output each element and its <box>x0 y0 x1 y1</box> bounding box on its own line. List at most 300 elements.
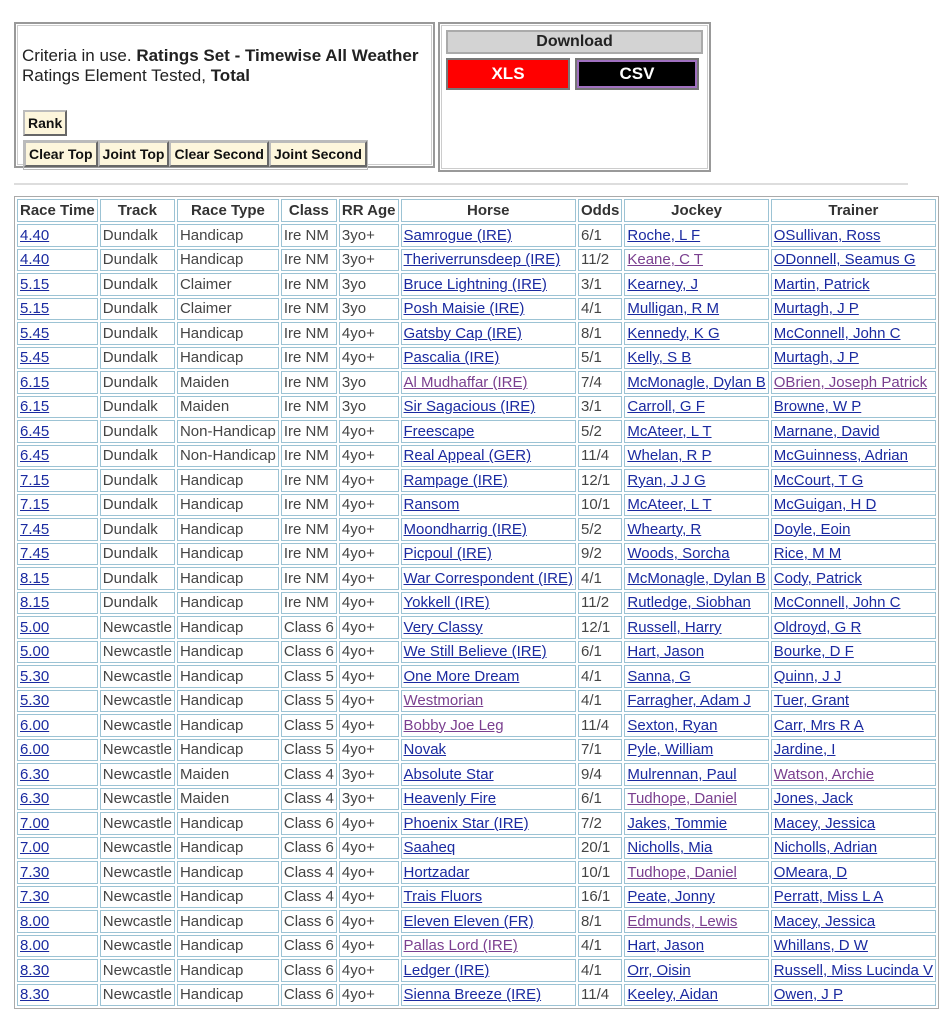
cell-race-time <box>17 714 98 737</box>
race-time-link[interactable]: 6.45 <box>20 447 50 465</box>
cell-race-time <box>17 935 98 958</box>
horse-link[interactable]: Sienna Breeze (IRE) <box>403 986 542 1004</box>
jockey-link[interactable]: Jakes, Tommie <box>627 814 728 832</box>
jockey-link[interactable]: Whelan, R P <box>627 447 712 465</box>
cell-trainer <box>771 812 936 835</box>
race-time-link[interactable]: 8.00 <box>20 937 50 955</box>
cell-race-type: Handicap <box>177 347 279 370</box>
trainer-link[interactable]: Jones, Jack <box>773 790 853 808</box>
cell-track: Dundalk <box>100 567 175 590</box>
horse-link[interactable]: One More Dream <box>403 667 520 685</box>
jockey-link[interactable]: McMonagle, Dylan B <box>627 373 766 391</box>
cell-race-type: Handicap <box>177 518 279 541</box>
cell-class: Class 6 <box>281 910 337 933</box>
trainer-link[interactable]: Murtagh, J P <box>773 349 859 367</box>
cell-jockey <box>624 592 768 615</box>
cell-track: Newcastle <box>100 984 175 1007</box>
jockey-link[interactable]: Woods, Sorcha <box>627 545 730 563</box>
table-row <box>17 396 936 419</box>
cell-class: Class 5 <box>281 690 337 713</box>
cell-horse <box>401 249 577 272</box>
race-time-link[interactable]: 5.30 <box>20 692 50 710</box>
cell-race-type: Handicap <box>177 690 279 713</box>
trainer-link[interactable]: Macey, Jessica <box>773 814 876 832</box>
table-row <box>17 861 936 884</box>
cell-race-time <box>17 788 98 811</box>
race-time-link[interactable]: 5.15 <box>20 300 50 318</box>
cell-class: Ire NM <box>281 347 337 370</box>
cell-rr-age: 4yo+ <box>339 714 399 737</box>
jockey-link[interactable]: Sexton, Ryan <box>627 716 718 734</box>
cell-race-type: Handicap <box>177 567 279 590</box>
race-time-link[interactable]: 4.40 <box>20 226 50 244</box>
divider <box>14 183 908 185</box>
jockey-link[interactable]: Tudhope, Daniel <box>627 790 737 808</box>
cell-jockey <box>624 886 768 909</box>
table-body <box>17 224 936 1006</box>
horse-link[interactable]: War Correspondent (IRE) <box>403 569 574 587</box>
trainer-link[interactable]: McGuigan, H D <box>773 496 877 514</box>
horse-link[interactable]: Real Appeal (GER) <box>403 447 532 465</box>
cell-horse <box>401 224 577 247</box>
jockey-link[interactable]: McAteer, L T <box>627 496 712 514</box>
cell-jockey <box>624 469 768 492</box>
cell-race-time <box>17 249 98 272</box>
cell-race-time <box>17 592 98 615</box>
trainer-link[interactable]: Russell, Miss Lucinda V <box>773 961 933 979</box>
cell-race-type: Handicap <box>177 592 279 615</box>
cell-horse <box>401 935 577 958</box>
cell-race-type: Handicap <box>177 959 279 982</box>
table-row <box>17 984 936 1007</box>
cell-trainer <box>771 763 936 786</box>
jockey-link[interactable]: Carroll, G F <box>627 398 705 416</box>
trainer-link[interactable]: Cody, Patrick <box>773 569 862 587</box>
race-time-link[interactable]: 6.30 <box>20 765 50 783</box>
trainer-link[interactable]: Jardine, I <box>773 741 836 759</box>
jockey-link[interactable]: Peate, Jonny <box>627 888 715 906</box>
cell-race-time <box>17 861 98 884</box>
horse-link[interactable]: Moondharrig (IRE) <box>403 520 527 538</box>
column-header-class: Class <box>281 199 337 222</box>
trainer-link[interactable]: Oldroyd, G R <box>773 618 862 636</box>
cell-jockey <box>624 543 768 566</box>
table-row <box>17 494 936 517</box>
race-time-link[interactable]: 6.45 <box>20 422 50 440</box>
horse-link[interactable]: Absolute Star <box>403 765 494 783</box>
cell-jockey <box>624 837 768 860</box>
cell-track: Dundalk <box>100 445 175 468</box>
cell-rr-age: 4yo+ <box>339 910 399 933</box>
cell-trainer <box>771 298 936 321</box>
cell-trainer <box>771 837 936 860</box>
trainer-link[interactable]: Owen, J P <box>773 986 843 1004</box>
race-time-link[interactable]: 7.00 <box>20 839 50 857</box>
cell-race-time <box>17 518 98 541</box>
table-row <box>17 910 936 933</box>
cell-rr-age: 4yo+ <box>339 567 399 590</box>
cell-trainer <box>771 518 936 541</box>
column-header-race-type: Race Type <box>177 199 279 222</box>
trainer-link[interactable]: ODonnell, Seamus G <box>773 251 916 269</box>
cell-race-time <box>17 910 98 933</box>
cell-track: Dundalk <box>100 543 175 566</box>
jockey-link[interactable]: Roche, L F <box>627 226 701 244</box>
cell-trainer <box>771 543 936 566</box>
jockey-link[interactable]: Kelly, S B <box>627 349 692 367</box>
cell-race-time <box>17 322 98 345</box>
cell-odds: 10/1 <box>578 861 622 884</box>
cell-track: Newcastle <box>100 763 175 786</box>
cell-trainer <box>771 690 936 713</box>
cell-race-type: Handicap <box>177 641 279 664</box>
race-time-link[interactable]: 7.30 <box>20 888 50 906</box>
cell-horse <box>401 518 577 541</box>
race-time-link[interactable]: 7.45 <box>20 545 50 563</box>
cell-horse <box>401 984 577 1007</box>
cell-race-type: Handicap <box>177 910 279 933</box>
cell-rr-age: 4yo+ <box>339 616 399 639</box>
cell-track: Newcastle <box>100 886 175 909</box>
jockey-link[interactable]: Keeley, Aidan <box>627 986 718 1004</box>
cell-odds: 9/2 <box>578 543 622 566</box>
cell-horse <box>401 861 577 884</box>
jockey-link[interactable]: Russell, Harry <box>627 618 722 636</box>
cell-jockey <box>624 567 768 590</box>
race-time-link[interactable]: 5.45 <box>20 324 50 342</box>
horse-link[interactable]: Westmorian <box>403 692 484 710</box>
cell-class: Ire NM <box>281 273 337 296</box>
race-time-link[interactable]: 5.00 <box>20 618 50 636</box>
cell-odds: 3/1 <box>578 396 622 419</box>
trainer-link[interactable]: Bourke, D F <box>773 643 854 661</box>
cell-trainer <box>771 788 936 811</box>
race-time-link[interactable]: 8.00 <box>20 912 50 930</box>
jockey-link[interactable]: Nicholls, Mia <box>627 839 713 857</box>
cell-odds: 7/2 <box>578 812 622 835</box>
column-header-track: Track <box>100 199 175 222</box>
cell-trainer <box>771 273 936 296</box>
horse-link[interactable]: Theriverrunsdeep (IRE) <box>403 251 561 269</box>
table-row <box>17 249 936 272</box>
cell-jockey <box>624 788 768 811</box>
cell-track: Newcastle <box>100 641 175 664</box>
table-row <box>17 298 936 321</box>
criteria-panel <box>14 22 435 168</box>
table-row <box>17 469 936 492</box>
cell-class: Ire NM <box>281 396 337 419</box>
jockey-link[interactable]: McMonagle, Dylan B <box>627 569 766 587</box>
cell-race-time <box>17 494 98 517</box>
race-time-link[interactable]: 6.15 <box>20 373 50 391</box>
cell-race-time <box>17 690 98 713</box>
horse-link[interactable]: Bobby Joe Leg <box>403 716 504 734</box>
horse-link[interactable]: Al Mudhaffar (IRE) <box>403 373 528 391</box>
cell-jockey <box>624 763 768 786</box>
cell-class: Class 6 <box>281 641 337 664</box>
cell-horse <box>401 959 577 982</box>
trainer-link[interactable]: Martin, Patrick <box>773 275 870 293</box>
column-header-race-time: Race Time <box>17 199 98 222</box>
jockey-link[interactable]: Hart, Jason <box>627 643 705 661</box>
cell-jockey <box>624 714 768 737</box>
jockey-link[interactable]: Rutledge, Siobhan <box>627 594 751 612</box>
ratings-element: Total <box>210 66 251 85</box>
cell-horse <box>401 812 577 835</box>
horse-link[interactable]: Eleven Eleven (FR) <box>403 912 534 930</box>
cell-trainer <box>771 396 936 419</box>
trainer-link[interactable]: Murtagh, J P <box>773 300 859 318</box>
cell-track: Dundalk <box>100 420 175 443</box>
horse-link[interactable]: Picpoul (IRE) <box>403 545 492 563</box>
race-time-link[interactable]: 7.30 <box>20 863 50 881</box>
cell-rr-age: 4yo+ <box>339 420 399 443</box>
horse-link[interactable]: Samrogue (IRE) <box>403 226 512 244</box>
jockey-link[interactable]: Kennedy, K G <box>627 324 720 342</box>
xls-download-button[interactable]: XLS <box>446 58 570 90</box>
horse-link[interactable]: Trais Fluors <box>403 888 483 906</box>
horse-link[interactable]: Pascalia (IRE) <box>403 349 500 367</box>
trainer-link[interactable]: Macey, Jessica <box>773 912 876 930</box>
race-time-link[interactable]: 8.15 <box>20 594 50 612</box>
cell-track: Dundalk <box>100 249 175 272</box>
clear-second-button[interactable]: Clear Second <box>169 141 268 167</box>
race-time-link[interactable]: 5.30 <box>20 667 50 685</box>
cell-track: Dundalk <box>100 469 175 492</box>
table-row <box>17 224 936 247</box>
jockey-link[interactable]: Orr, Oisin <box>627 961 691 979</box>
cell-race-time <box>17 739 98 762</box>
cell-track: Newcastle <box>100 812 175 835</box>
cell-class: Class 4 <box>281 788 337 811</box>
cell-race-type: Handicap <box>177 984 279 1007</box>
cell-jockey <box>624 273 768 296</box>
horse-link[interactable]: Freescape <box>403 422 475 440</box>
table-row <box>17 543 936 566</box>
horse-link[interactable]: Novak <box>403 741 447 759</box>
cell-class: Ire NM <box>281 469 337 492</box>
race-time-link[interactable]: 7.15 <box>20 496 50 514</box>
column-header-odds: Odds <box>578 199 622 222</box>
cell-odds: 8/1 <box>578 910 622 933</box>
criteria-prefix: Criteria in use. <box>22 46 137 65</box>
cell-jockey <box>624 690 768 713</box>
trainer-link[interactable]: OBrien, Joseph Patrick <box>773 373 928 391</box>
horse-link[interactable]: Ledger (IRE) <box>403 961 490 979</box>
cell-race-type: Handicap <box>177 714 279 737</box>
cell-race-type: Handicap <box>177 249 279 272</box>
trainer-link[interactable]: McCourt, T G <box>773 471 864 489</box>
cell-jockey <box>624 641 768 664</box>
jockey-link[interactable]: Hart, Jason <box>627 937 705 955</box>
criteria-text <box>22 46 418 86</box>
joint-top-button[interactable]: Joint Top <box>98 141 170 167</box>
race-time-link[interactable]: 6.00 <box>20 716 50 734</box>
trainer-link[interactable]: OMeara, D <box>773 863 848 881</box>
cell-track: Dundalk <box>100 371 175 394</box>
horse-link[interactable]: Gatsby Cap (IRE) <box>403 324 522 342</box>
clear-top-button[interactable]: Clear Top <box>24 141 98 167</box>
cell-jockey <box>624 861 768 884</box>
cell-horse <box>401 273 577 296</box>
jockey-link[interactable]: Kearney, J <box>627 275 698 293</box>
race-time-link[interactable]: 8.15 <box>20 569 50 587</box>
cell-track: Newcastle <box>100 714 175 737</box>
cell-trainer <box>771 739 936 762</box>
horse-link[interactable]: Phoenix Star (IRE) <box>403 814 529 832</box>
cell-race-type: Non-Handicap <box>177 420 279 443</box>
cell-horse <box>401 837 577 860</box>
cell-class: Class 5 <box>281 739 337 762</box>
csv-download-button[interactable]: CSV <box>575 58 699 90</box>
trainer-link[interactable]: Nicholls, Adrian <box>773 839 878 857</box>
trainer-link[interactable]: McConnell, John C <box>773 324 901 342</box>
jockey-link[interactable]: Ryan, J J G <box>627 471 706 489</box>
race-time-link[interactable]: 5.15 <box>20 275 50 293</box>
trainer-link[interactable]: Marnane, David <box>773 422 880 440</box>
jockey-link[interactable]: Farragher, Adam J <box>627 692 751 710</box>
column-header-jockey: Jockey <box>624 199 768 222</box>
cell-rr-age: 4yo+ <box>339 641 399 664</box>
race-time-link[interactable]: 6.15 <box>20 398 50 416</box>
element-prefix: Ratings Element Tested, <box>22 66 211 85</box>
trainer-link[interactable]: McGuinness, Adrian <box>773 447 908 465</box>
race-time-link[interactable]: 5.00 <box>20 643 50 661</box>
cell-horse <box>401 322 577 345</box>
cell-odds: 8/1 <box>578 322 622 345</box>
jockey-link[interactable]: Keane, C T <box>627 251 703 269</box>
horse-link[interactable]: Heavenly Fire <box>403 790 497 808</box>
cell-trainer <box>771 445 936 468</box>
cell-trainer <box>771 959 936 982</box>
horse-link[interactable]: Bruce Lightning (IRE) <box>403 275 547 293</box>
horse-link[interactable]: Very Classy <box>403 618 483 636</box>
rank-button[interactable]: Rank <box>23 110 67 136</box>
cell-rr-age: 3yo+ <box>339 788 399 811</box>
trainer-link[interactable]: McConnell, John C <box>773 594 901 612</box>
cell-rr-age: 4yo+ <box>339 959 399 982</box>
cell-race-time <box>17 763 98 786</box>
cell-horse <box>401 665 577 688</box>
results-table <box>14 196 939 1009</box>
filter-button-row <box>23 140 368 170</box>
cell-horse <box>401 469 577 492</box>
jockey-link[interactable]: Tudhope, Daniel <box>627 863 737 881</box>
trainer-link[interactable]: Whillans, D W <box>773 937 868 955</box>
cell-odds: 16/1 <box>578 886 622 909</box>
cell-track: Newcastle <box>100 788 175 811</box>
cell-horse <box>401 420 577 443</box>
cell-odds: 11/4 <box>578 714 622 737</box>
cell-track: Dundalk <box>100 592 175 615</box>
cell-jockey <box>624 518 768 541</box>
cell-class: Class 6 <box>281 935 337 958</box>
table-row <box>17 347 936 370</box>
horse-link[interactable]: Rampage (IRE) <box>403 471 508 489</box>
cell-trainer <box>771 861 936 884</box>
cell-trainer <box>771 910 936 933</box>
cell-rr-age: 4yo+ <box>339 739 399 762</box>
cell-race-type: Handicap <box>177 543 279 566</box>
trainer-link[interactable]: Tuer, Grant <box>773 692 850 710</box>
cell-race-type: Non-Handicap <box>177 445 279 468</box>
cell-track: Newcastle <box>100 959 175 982</box>
table-row <box>17 837 936 860</box>
jockey-link[interactable]: Mulrennan, Paul <box>627 765 737 783</box>
cell-rr-age: 3yo+ <box>339 249 399 272</box>
jockey-link[interactable]: Whearty, R <box>627 520 702 538</box>
cell-horse <box>401 763 577 786</box>
cell-race-type: Maiden <box>177 371 279 394</box>
table-row <box>17 371 936 394</box>
cell-odds: 11/4 <box>578 445 622 468</box>
trainer-link[interactable]: OSullivan, Ross <box>773 226 881 244</box>
trainer-link[interactable]: Doyle, Eoin <box>773 520 851 538</box>
horse-link[interactable]: We Still Believe (IRE) <box>403 643 547 661</box>
horse-link[interactable]: Pallas Lord (IRE) <box>403 937 518 955</box>
cell-rr-age: 3yo+ <box>339 763 399 786</box>
race-time-link[interactable]: 6.00 <box>20 741 50 759</box>
cell-race-time <box>17 224 98 247</box>
cell-jockey <box>624 739 768 762</box>
trainer-link[interactable]: Rice, M M <box>773 545 842 563</box>
horse-link[interactable]: Yokkell (IRE) <box>403 594 490 612</box>
trainer-link[interactable]: Watson, Archie <box>773 765 875 783</box>
horse-link[interactable]: Saaheq <box>403 839 456 857</box>
jockey-link[interactable]: Edmunds, Lewis <box>627 912 738 930</box>
cell-rr-age: 4yo+ <box>339 518 399 541</box>
cell-track: Dundalk <box>100 322 175 345</box>
jockey-link[interactable]: Sanna, G <box>627 667 691 685</box>
cell-horse <box>401 298 577 321</box>
cell-class: Class 5 <box>281 714 337 737</box>
cell-jockey <box>624 396 768 419</box>
jockey-link[interactable]: McAteer, L T <box>627 422 712 440</box>
horse-link[interactable]: Hortzadar <box>403 863 470 881</box>
cell-track: Newcastle <box>100 690 175 713</box>
horse-link[interactable]: Sir Sagacious (IRE) <box>403 398 536 416</box>
cell-class: Ire NM <box>281 420 337 443</box>
cell-jockey <box>624 224 768 247</box>
race-time-link[interactable]: 7.45 <box>20 520 50 538</box>
race-time-link[interactable]: 4.40 <box>20 251 50 269</box>
race-time-link[interactable]: 5.45 <box>20 349 50 367</box>
race-time-link[interactable]: 7.00 <box>20 814 50 832</box>
jockey-link[interactable]: Mulligan, R M <box>627 300 720 318</box>
joint-second-button[interactable]: Joint Second <box>269 141 367 167</box>
trainer-link[interactable]: Browne, W P <box>773 398 862 416</box>
cell-class: Class 6 <box>281 616 337 639</box>
cell-trainer <box>771 347 936 370</box>
horse-link[interactable]: Ransom <box>403 496 460 514</box>
cell-odds: 11/2 <box>578 592 622 615</box>
jockey-link[interactable]: Pyle, William <box>627 741 714 759</box>
cell-track: Dundalk <box>100 224 175 247</box>
race-time-link[interactable]: 6.30 <box>20 790 50 808</box>
trainer-link[interactable]: Quinn, J J <box>773 667 842 685</box>
race-time-link[interactable]: 7.15 <box>20 471 50 489</box>
cell-odds: 11/4 <box>578 984 622 1007</box>
table-row <box>17 273 936 296</box>
cell-race-time <box>17 273 98 296</box>
trainer-link[interactable]: Perratt, Miss L A <box>773 888 884 906</box>
trainer-link[interactable]: Carr, Mrs R A <box>773 716 864 734</box>
column-header-rr-age: RR Age <box>339 199 399 222</box>
horse-link[interactable]: Posh Maisie (IRE) <box>403 300 525 318</box>
race-time-link[interactable]: 8.30 <box>20 986 50 1004</box>
race-time-link[interactable]: 8.30 <box>20 961 50 979</box>
cell-race-type: Handicap <box>177 935 279 958</box>
